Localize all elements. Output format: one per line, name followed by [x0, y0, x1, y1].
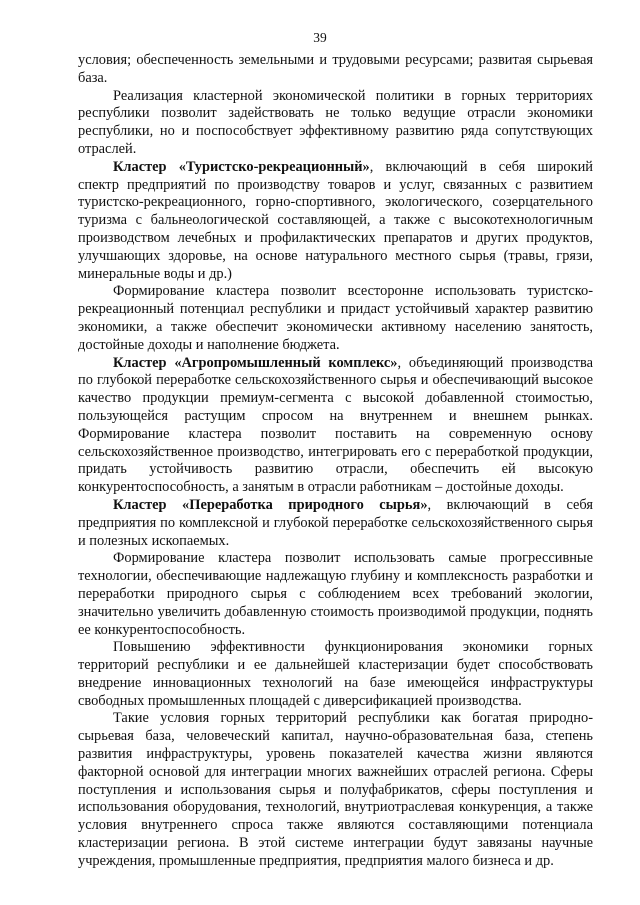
paragraph-text: , включающий в себя предприятия по комплексной и глубокой переработке сельскохозяйственного сырья и полезных ископаемых.	[78, 496, 593, 549]
paragraph-text: Повышению эффективности функционирования экономики горных территорий республики и ее дальнейшей кластеризации будет способствовать внедрение инновационных технологий на базе имеющейся инфраструктуры свободных промышленных площадей с диверсификацией производства.	[78, 639, 593, 709]
cluster-heading: Кластер «Агропромышленный комплекс»	[113, 354, 398, 371]
paragraph	[78, 639, 593, 710]
document-body	[78, 52, 593, 871]
paragraph-text: Формирование кластера позволит использовать самые прогрессивные технологии, обеспечивающие надлежащую глубину и комплексность разработки и переработки природного сырья с соблюдением всех требований экологии, значительно увеличить добавленную стоимость производимой продукции, поднять ее конкурентоспособность.	[78, 550, 593, 638]
paragraph-text: Формирование кластера позволит всесторонне использовать туристско-рекреационный потенциал республики и придаст устойчивый характер развитию экономики, а также обеспечит экономически активному населению занятость, достойные доходы и наполнение бюджета.	[78, 283, 593, 353]
page-number: 39	[313, 30, 327, 45]
paragraph	[78, 283, 593, 354]
paragraph-text: условия; обеспеченность земельными и трудовыми ресурсами; развитая сырьевая база.	[78, 52, 593, 86]
cluster-heading: Кластер «Туристско-рекреационный»	[113, 158, 370, 175]
paragraph-cluster-tourism	[78, 159, 593, 284]
paragraph	[78, 52, 593, 88]
paragraph	[78, 88, 593, 159]
paragraph-text: Такие условия горных территорий республики как богатая природно-сырьевая база, человеческий капитал, научно-образовательная база, степень развития инфраструктуры, уровень показателей качества жизни являются факторной основой для интеграции многих важнейших отраслей региона. Сферы поступления и использования сырья и полуфабрикатов, сферы поступления и использования оборудования, технологий, внутриотраслевая конкуренция, а также условия внутреннего спроса также являются составляющими потенциала кластеризации региона. В этой системе интеграции будут завязаны научные учреждения, промышленные предприятия, предприятия малого бизнеса и др.	[78, 710, 593, 869]
paragraph-text: , включающий в себя широкий спектр предприятий по производству товаров и услуг, связанных с развитием туристско-рекреационного, горно-спортивного, экологического, созерцательного туризма с бальнеологической составляющей, а также с высокотехнологичным производством лечебных и профилактических препаратов и других продуктов, улучшающих здоровье, на основе натурального местного сырья (травы, грязи, минеральные воды и др.)	[78, 158, 593, 282]
cluster-heading: Кластер «Переработка природного сырья»	[113, 496, 428, 513]
paragraph-text: , объединяющий производства по глубокой переработке сельскохозяйственного сырья и обеспечивающий высокое качество продукции премиум-сегмента с высокой добавленной стоимостью, пользующейся растущим спросом на внутреннем и внешнем рынках. Формирование кластера позволит поставить на современную основу сельскохозяйственное производство, интегрировать его с переработкой продукции, придать устойчивость развитию отрасли, обеспечить ей высокую конкурентоспособность, а занятым в отрасли работникам – достойные доходы.	[78, 354, 593, 496]
paragraph-text: Реализация кластерной экономической политики в горных территориях республики позволит задействовать не только ведущие отрасли экономики республики, но и поспособствует эффективному развитию ряда сопутствующих отраслей.	[78, 87, 593, 157]
paragraph-cluster-processing	[78, 497, 593, 550]
paragraph-cluster-agro	[78, 355, 593, 497]
paragraph	[78, 550, 593, 639]
paragraph	[78, 710, 593, 870]
